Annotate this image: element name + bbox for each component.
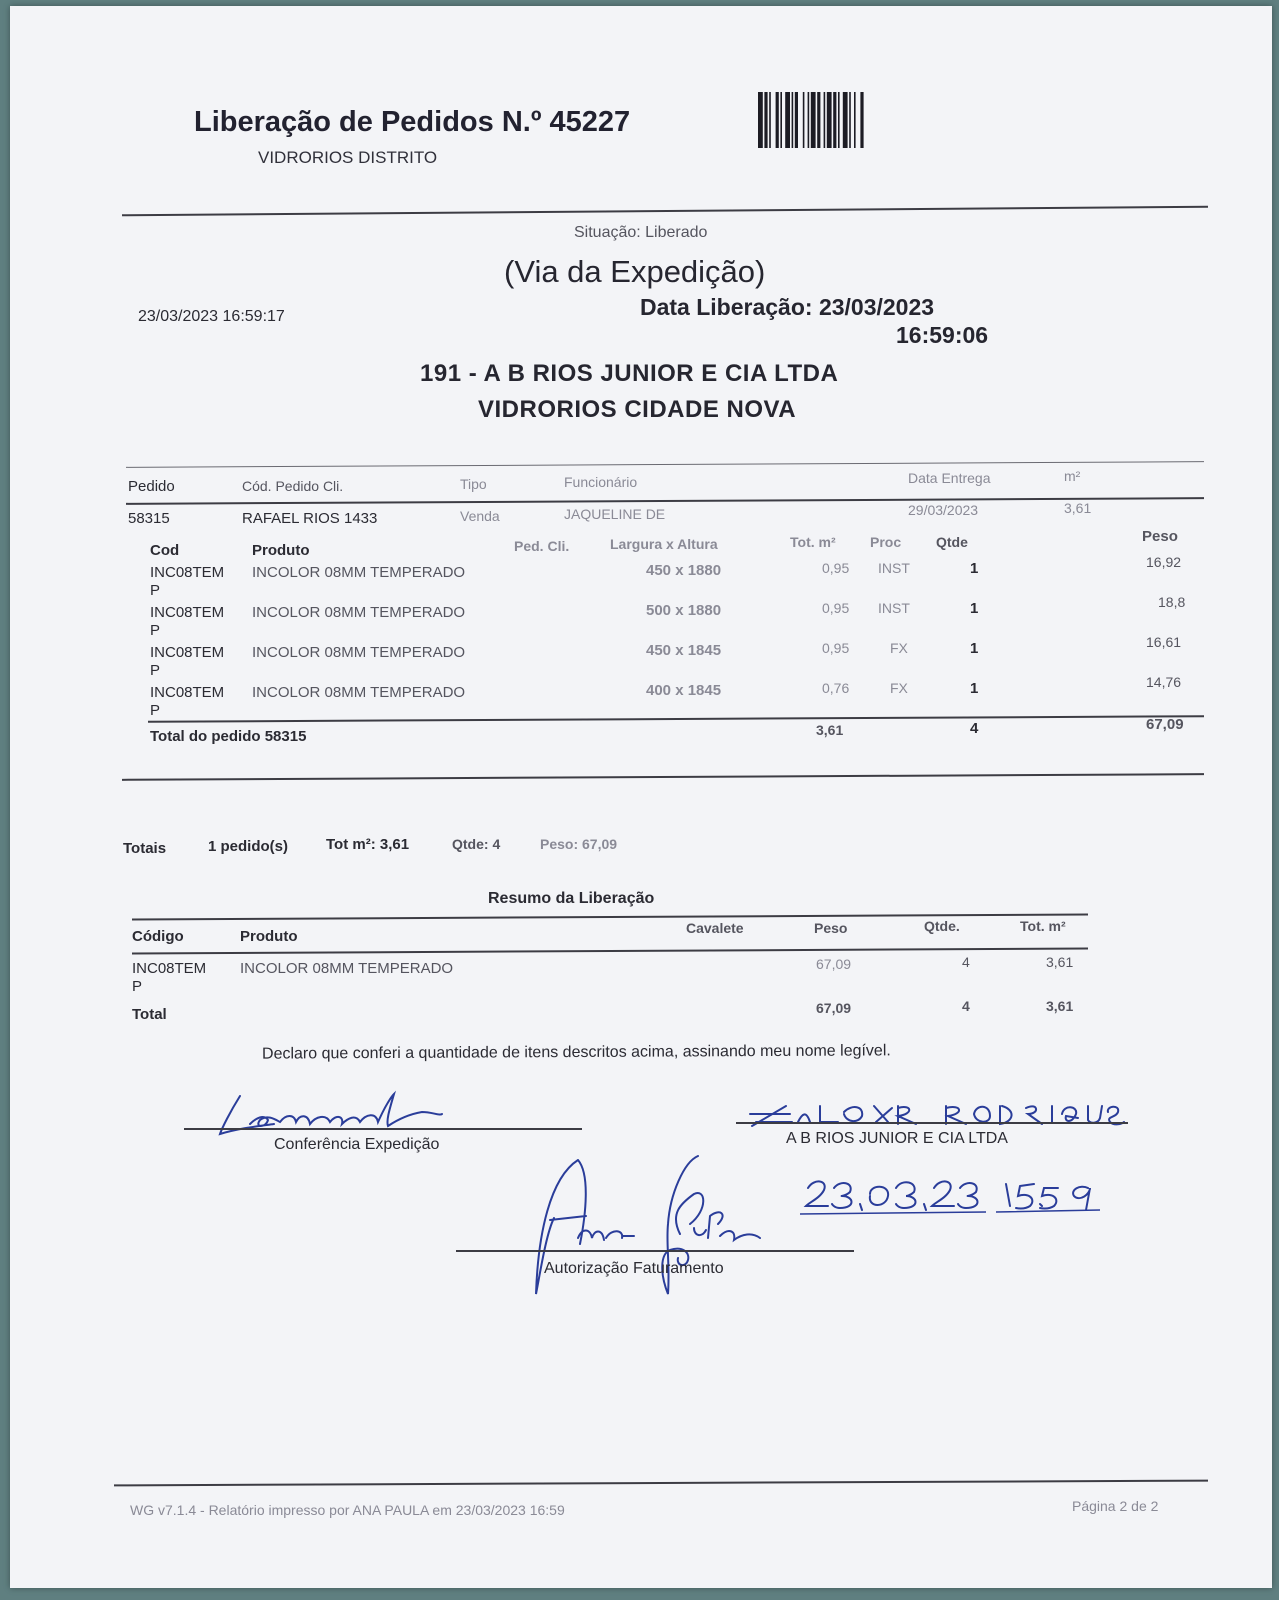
- release-time: 16:59:06: [896, 322, 989, 348]
- order-header-line: [126, 497, 1204, 505]
- divider-top: [122, 206, 1208, 217]
- order-pedido: 58315: [128, 510, 170, 527]
- item-cod: INC08TEM: [150, 564, 225, 581]
- item-header-tot-m2: Tot. m²: [790, 534, 836, 550]
- item-cod-suffix: P: [150, 582, 161, 599]
- order-m2: 3,61: [1064, 500, 1092, 516]
- item-peso: 18,8: [1158, 594, 1186, 610]
- item-tot-m2: 0,95: [822, 560, 850, 576]
- item-tot-m2: 0,95: [822, 640, 850, 656]
- item-dims: 500 x 1880: [646, 602, 722, 619]
- order-funcionario: JAQUELINE DE: [564, 506, 666, 522]
- col-header-tipo: Tipo: [460, 476, 487, 492]
- totals-qtde: Qtde: 4: [452, 836, 501, 852]
- summary-header-codigo: Código: [132, 928, 184, 945]
- divider-after-order: [122, 773, 1204, 781]
- summary-header-qtde: Qtde.: [924, 918, 960, 934]
- order-data-entrega: 29/03/2023: [908, 502, 979, 518]
- summary-header-cavalete: Cavalete: [686, 920, 744, 936]
- document-page: [10, 6, 1272, 1588]
- order-table-top-line: [126, 461, 1204, 468]
- summary-total-peso: 67,09: [816, 1000, 852, 1016]
- item-cod-suffix: P: [150, 702, 161, 719]
- order-cod-pedido-cli: RAFAEL RIOS 1433: [242, 510, 378, 527]
- item-peso: 16,92: [1146, 554, 1182, 570]
- signature-label-expedicao: Conferência Expedição: [274, 1136, 440, 1153]
- col-header-data-entrega: Data Entrega: [908, 470, 991, 486]
- item-cod: INC08TEM: [150, 644, 225, 661]
- summary-produto: INCOLOR 08MM TEMPERADO: [240, 960, 454, 977]
- summary-codigo: INC08TEM: [132, 960, 207, 977]
- signature-line-client: [736, 1122, 1128, 1124]
- summary-total-label: Total: [132, 1006, 167, 1023]
- item-peso: 14,76: [1146, 674, 1182, 690]
- signature-leonardo: [210, 1084, 470, 1144]
- summary-total-tot-m2: 3,61: [1046, 998, 1074, 1014]
- item-dims: 400 x 1845: [646, 682, 722, 699]
- col-header-m2: m²: [1064, 468, 1081, 484]
- order-total-line: [148, 715, 1204, 723]
- signature-label-faturamento: Autorização Faturamento: [544, 1260, 724, 1277]
- item-header-dims: Largura x Altura: [610, 536, 718, 552]
- item-cod: INC08TEM: [150, 604, 225, 621]
- via-title: (Via da Expedição): [504, 254, 766, 289]
- signature-ana-paula: [520, 1154, 790, 1304]
- order-tipo: Venda: [460, 508, 500, 524]
- summary-tot-m2: 3,61: [1046, 954, 1074, 970]
- item-produto: INCOLOR 08MM TEMPERADO: [252, 644, 466, 661]
- item-proc: INST: [878, 600, 910, 616]
- signature-line-faturamento: [456, 1250, 854, 1252]
- item-header-peso: Peso: [1142, 528, 1178, 545]
- item-produto: INCOLOR 08MM TEMPERADO: [252, 564, 466, 581]
- summary-total-qtde: 4: [962, 998, 970, 1014]
- item-qtde: 1: [970, 640, 979, 657]
- company-name: VIDRORIOS DISTRITO: [258, 148, 438, 167]
- declaration-text: Declaro que conferi a quantidade de itens descritos acima, assinando meu nome legível.: [261, 1042, 891, 1063]
- signature-line-expedicao: [184, 1128, 582, 1130]
- item-proc: INST: [878, 560, 910, 576]
- item-dims: 450 x 1845: [646, 642, 722, 659]
- footer-print-info: WG v7.1.4 - Relatório impresso por ANA PAULA em 23/03/2023 16:59: [130, 1502, 565, 1518]
- summary-peso: 67,09: [816, 956, 852, 972]
- item-header-proc: Proc: [870, 534, 902, 550]
- summary-header-line: [132, 947, 1088, 954]
- item-header-produto: Produto: [252, 542, 310, 559]
- item-qtde: 1: [970, 600, 979, 617]
- order-total-peso: 67,09: [1146, 716, 1184, 733]
- status-text: Situação: Liberado: [574, 224, 708, 241]
- handwritten-datetime: [800, 1174, 1120, 1218]
- item-peso: 16,61: [1146, 634, 1182, 650]
- totals-label: Totais: [123, 840, 167, 857]
- item-proc: FX: [890, 640, 908, 656]
- document-title: Liberação de Pedidos N.º 45227: [194, 106, 631, 138]
- summary-header-tot-m2: Tot. m²: [1020, 918, 1066, 934]
- barcode: [758, 92, 948, 148]
- footer-page-number: Página 2 de 2: [1072, 1498, 1159, 1514]
- col-header-cod-pedido-cli: Cód. Pedido Cli.: [242, 478, 344, 494]
- signature-label-client: A B RIOS JUNIOR E CIA LTDA: [786, 1130, 1008, 1147]
- item-cod-suffix: P: [150, 662, 161, 679]
- signature-client-name: [746, 1092, 1126, 1132]
- footer-line: [114, 1480, 1208, 1487]
- item-header-qtde: Qtde: [936, 534, 968, 550]
- summary-title: Resumo da Liberação: [488, 890, 655, 907]
- item-qtde: 1: [970, 560, 979, 577]
- client-name: 191 - A B RIOS JUNIOR E CIA LTDA: [420, 360, 839, 387]
- order-total-m2: 3,61: [816, 722, 844, 738]
- totals-peso: Peso: 67,09: [540, 836, 618, 852]
- summary-qtde: 4: [962, 954, 970, 970]
- item-tot-m2: 0,95: [822, 600, 850, 616]
- item-produto: INCOLOR 08MM TEMPERADO: [252, 684, 466, 701]
- totals-m2: Tot m²: 3,61: [326, 836, 410, 853]
- summary-header-peso: Peso: [814, 920, 848, 936]
- summary-codigo-suffix: P: [132, 978, 143, 995]
- col-header-funcionario: Funcionário: [564, 474, 638, 490]
- item-qtde: 1: [970, 680, 979, 697]
- release-date: Data Liberação: 23/03/2023: [640, 294, 935, 320]
- client-branch: VIDRORIOS CIDADE NOVA: [478, 396, 797, 423]
- order-total-label: Total do pedido 58315: [150, 728, 307, 745]
- item-dims: 450 x 1880: [646, 562, 722, 579]
- item-cod-suffix: P: [150, 622, 161, 639]
- summary-header-produto: Produto: [240, 928, 298, 945]
- item-produto: INCOLOR 08MM TEMPERADO: [252, 604, 466, 621]
- item-header-cod: Cod: [150, 542, 180, 559]
- item-tot-m2: 0,76: [822, 680, 850, 696]
- item-cod: INC08TEM: [150, 684, 225, 701]
- item-header-ped-cli: Ped. Cli.: [514, 538, 570, 554]
- order-total-qtde: 4: [970, 720, 979, 737]
- print-datetime: 23/03/2023 16:59:17: [138, 308, 285, 325]
- col-header-pedido: Pedido: [128, 478, 175, 495]
- item-proc: FX: [890, 680, 908, 696]
- totals-pedidos: 1 pedido(s): [208, 838, 289, 855]
